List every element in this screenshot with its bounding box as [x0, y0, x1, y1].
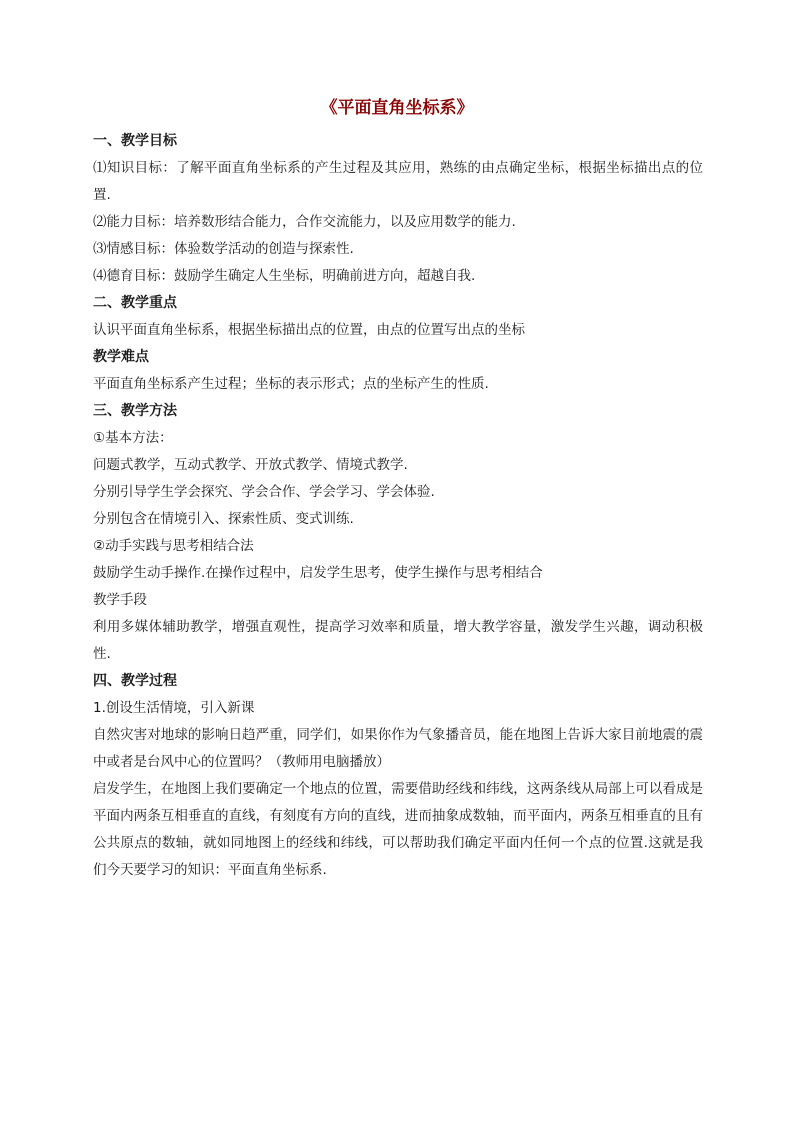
paragraph-ability-goal: ⑵能力目标：培养数形结合能力，合作交流能力，以及应用数学的能力.: [93, 214, 516, 230]
document-body: [93, 128, 703, 884]
document-title: 《平面直角坐标系》: [320, 98, 474, 118]
paragraph-teaching-types: 问题式教学，互动式教学、开放式教学、情境式教学.: [93, 457, 408, 473]
section-heading-difficulties: 教学难点: [93, 349, 149, 365]
paragraph-step-1: 1.创设生活情境，引入新课: [93, 700, 255, 716]
paragraph-multimedia: 利用多媒体辅助教学，增强直观性，提高学习效率和质量，增大教学容量，激发学生兴趣，调动积极性.: [93, 619, 703, 662]
paragraph-knowledge-goal: ⑴知识目标：了解平面直角坐标系的产生过程及其应用，熟练的由点确定坐标，根据坐标描出点的位置.: [93, 160, 703, 203]
section-heading-teaching-goals: 一、教学目标: [93, 133, 177, 149]
paragraph-guidance: 分别引导学生学会探究、学会合作、学会学习、学会体验.: [93, 484, 435, 500]
paragraph-included: 分别包含在情境引入、探索性质、变式训练.: [93, 511, 354, 527]
section-heading-process: 四、教学过程: [93, 673, 177, 689]
paragraph-difficulties: 平面直角坐标系产生过程；坐标的表示形式；点的坐标产生的性质.: [93, 376, 489, 392]
paragraph-emotion-goal: ⑶情感目标：体验数学活动的创造与探索性.: [93, 241, 354, 257]
paragraph-encourage-operation: 鼓励学生动手操作.在操作过程中，启发学生思考，使学生操作与思考相结合: [93, 565, 543, 581]
section-heading-key-points: 二、教学重点: [93, 295, 177, 311]
paragraph-natural-disaster: 自然灾害对地球的影响日趋严重，同学们，如果你作为气象播音员，能在地图上告诉大家目前地震的震中或者是台风中心的位置吗？（教师用电脑播放）: [93, 727, 703, 770]
paragraph-hands-on-method: ②动手实践与思考相结合法: [93, 538, 254, 554]
section-heading-methods: 三、教学方法: [93, 403, 177, 419]
paragraph-key-points: 认识平面直角坐标系，根据坐标描出点的位置，由点的位置写出点的坐标: [93, 322, 525, 338]
paragraph-inspire-students: 启发学生，在地图上我们要确定一个地点的位置，需要借助经线和纬线，这两条线从局部上可以看成是平面内两条互相垂直的直线，有刻度有方向的直线，进而抽象成数轴，而平面内，两条互相垂直的且有公共原点的数轴，就如同地图上的经线和纬线，可以帮助我们确定平面内任何一个点的位置.这就是我们今天要学习的知识：平面直角坐标系.: [93, 781, 703, 878]
paragraph-basic-methods: ①基本方法：: [93, 430, 173, 446]
paragraph-moral-goal: ⑷德育目标：鼓励学生确定人生坐标，明确前进方向，超越自我.: [93, 268, 476, 284]
paragraph-teaching-means-label: 教学手段: [93, 592, 147, 608]
